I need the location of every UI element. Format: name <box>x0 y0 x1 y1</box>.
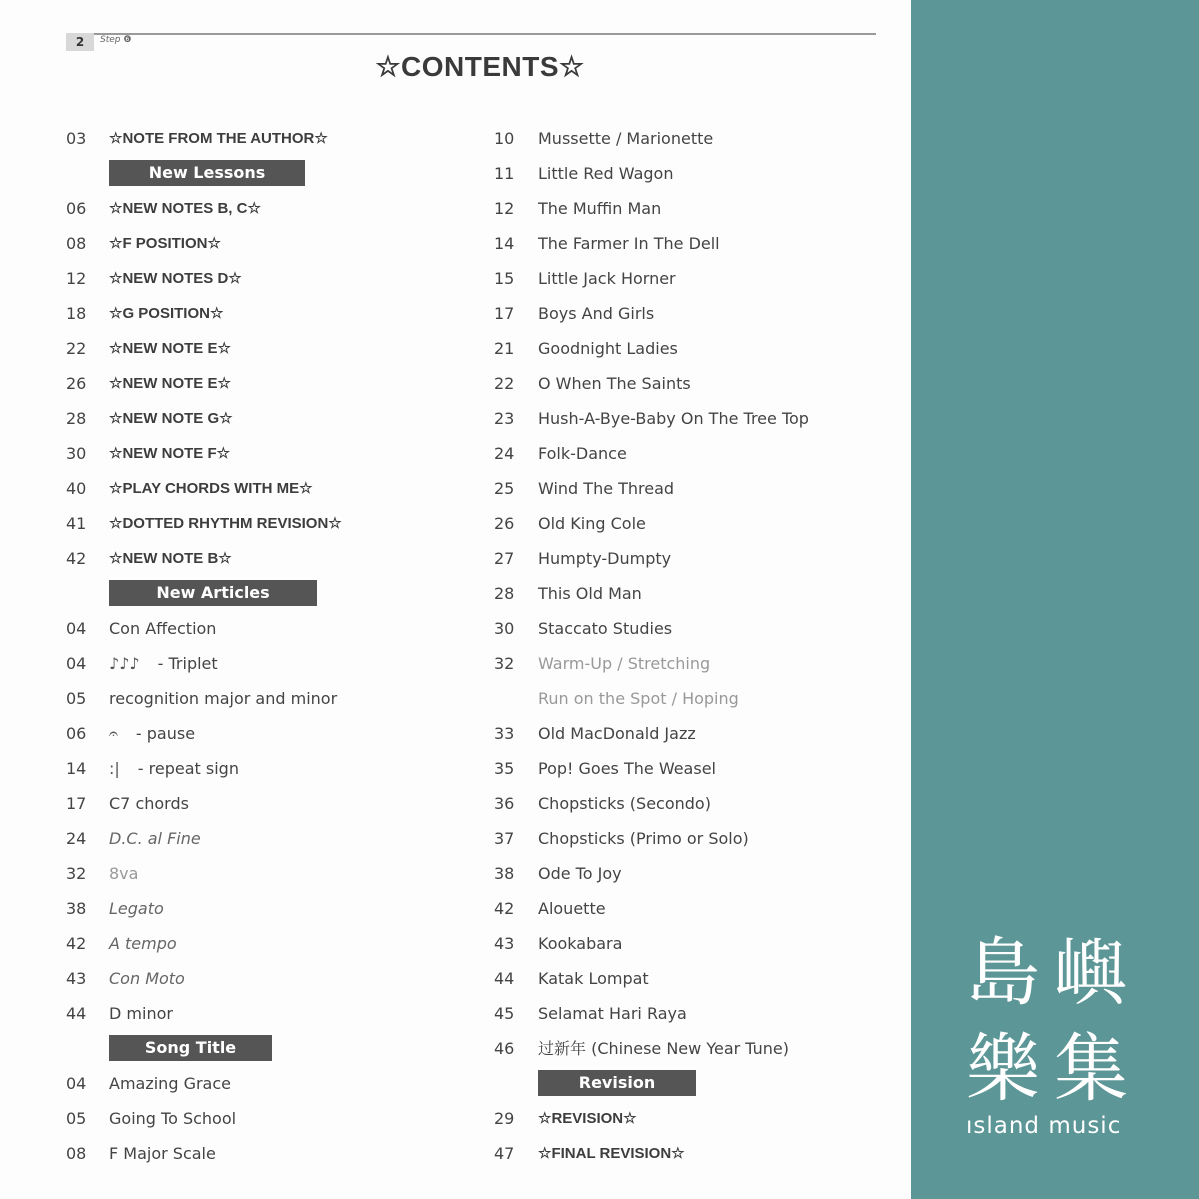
toc-entry <box>66 996 466 1031</box>
page-ref: 15 <box>494 269 515 288</box>
toc-entry <box>494 576 894 611</box>
page-ref: 38 <box>494 864 515 883</box>
page-ref: 35 <box>494 759 515 778</box>
entry-title: Old King Cole <box>538 514 646 533</box>
page-ref: 04 <box>66 654 87 673</box>
toc-entry <box>66 366 466 401</box>
entry-title: ☆DOTTED RHYTHM REVISION☆ <box>109 515 342 532</box>
entry-title: ☆NEW NOTE B☆ <box>109 550 232 567</box>
section-header-label: New Lessons <box>109 160 305 186</box>
entry-title: The Farmer In The Dell <box>538 234 720 253</box>
page-ref: 23 <box>494 409 515 428</box>
page-ref: 28 <box>66 409 87 428</box>
entry-title: Staccato Studies <box>538 619 673 638</box>
entry-title: ☆FINAL REVISION☆ <box>538 1145 685 1162</box>
page-ref: 44 <box>494 969 515 988</box>
toc-entry <box>66 261 466 296</box>
entry-title: Wind The Thread <box>538 479 675 498</box>
toc-entry <box>494 926 894 961</box>
toc-entry <box>66 856 466 891</box>
toc-entry <box>494 646 894 681</box>
toc-entry <box>66 331 466 366</box>
entry-title: Katak Lompat <box>538 969 649 988</box>
page-ref: 28 <box>494 584 515 603</box>
toc-entry <box>494 891 894 926</box>
entry-title: Con Moto <box>109 969 185 988</box>
entry-title: ☆NEW NOTES B, C☆ <box>109 200 261 217</box>
page-ref: 24 <box>494 444 515 463</box>
entry-title: Con Affection <box>109 619 217 638</box>
entry-title: Boys And Girls <box>538 304 655 323</box>
entry-title: Chopsticks (Primo or Solo) <box>538 829 749 848</box>
entry-title: Goodnight Ladies <box>538 339 678 358</box>
entry-title: O When The Saints <box>538 374 691 393</box>
toc-entry <box>494 716 894 751</box>
toc-entry <box>494 506 894 541</box>
entry-title: Little Jack Horner <box>538 269 676 288</box>
page-ref: 17 <box>494 304 515 323</box>
entry-title: recognition major and minor <box>109 689 338 708</box>
toc-entry <box>494 471 894 506</box>
entry-title: Going To School <box>109 1109 237 1128</box>
toc-entry <box>66 821 466 856</box>
toc-entry <box>66 611 466 646</box>
page-ref: 30 <box>494 619 515 638</box>
page-ref: 36 <box>494 794 515 813</box>
entry-title: Warm-Up / Stretching <box>538 654 711 673</box>
toc-entry <box>66 296 466 331</box>
page-title: ☆CONTENTS☆ <box>375 51 585 82</box>
entry-title: Hush-A-Bye-Baby On The Tree Top <box>538 409 809 428</box>
entry-title: ☆NEW NOTE E☆ <box>109 340 231 357</box>
toc-entry <box>494 191 894 226</box>
section-header-label: New Articles <box>109 580 317 606</box>
page-ref: 08 <box>66 234 87 253</box>
entry-title: This Old Man <box>538 584 642 603</box>
entry-title: - repeat sign <box>137 759 239 778</box>
page-ref: 45 <box>494 1004 515 1023</box>
page-ref: 04 <box>66 1074 87 1093</box>
page-ref: 46 <box>494 1039 515 1058</box>
island-music-logo <box>966 925 1146 1139</box>
entry-title: ☆NEW NOTE G☆ <box>109 410 233 427</box>
toc-entry <box>494 401 894 436</box>
entry-title: A tempo <box>109 934 177 953</box>
page-ref: 44 <box>66 1004 87 1023</box>
page-ref: 14 <box>66 759 87 778</box>
page-ref: 42 <box>66 934 87 953</box>
entry-title: ☆NEW NOTES D☆ <box>109 270 242 287</box>
toc-entry <box>66 891 466 926</box>
toc-entry <box>494 1101 894 1136</box>
toc-entry <box>66 716 466 751</box>
toc-entry <box>66 191 466 226</box>
entry-title: ☆PLAY CHORDS WITH ME☆ <box>109 480 313 497</box>
page-ref: 43 <box>494 934 515 953</box>
entry-title: Selamat Hari Raya <box>538 1004 687 1023</box>
page-ref: 26 <box>66 374 87 393</box>
entry-title: The Muffin Man <box>538 199 662 218</box>
toc-entry <box>494 331 894 366</box>
entry-title: ☆REVISION☆ <box>538 1110 637 1127</box>
page-ref: 05 <box>66 1109 87 1128</box>
toc-entry <box>66 541 466 576</box>
section-header-label: Revision <box>538 1070 696 1096</box>
toc-entry <box>66 436 466 471</box>
page-ref: 38 <box>66 899 87 918</box>
entry-title: 过新年 (Chinese New Year Tune) <box>538 1039 789 1058</box>
music-symbol-icon: 𝄐 <box>109 724 118 743</box>
entry-title: D.C. al Fine <box>109 829 201 848</box>
entry-title: - pause <box>135 724 196 743</box>
entry-title: C7 chords <box>109 794 189 813</box>
toc-entry <box>66 401 466 436</box>
entry-title: D minor <box>109 1004 173 1023</box>
page-ref: 22 <box>494 374 515 393</box>
page-ref: 06 <box>66 199 87 218</box>
toc-entry <box>66 786 466 821</box>
page-ref: 40 <box>66 479 87 498</box>
toc-entry <box>494 1031 894 1066</box>
page-ref: 29 <box>494 1109 515 1128</box>
page-ref: 12 <box>494 199 515 218</box>
toc-entry <box>66 506 466 541</box>
toc-entry <box>494 856 894 891</box>
entry-title: Run on the Spot / Hoping <box>538 689 739 708</box>
toc-entry <box>494 156 894 191</box>
toc-entry <box>66 121 466 156</box>
entry-title: ☆F POSITION☆ <box>109 235 221 252</box>
page-ref: 04 <box>66 619 87 638</box>
logo-cjk-line1: 島嶼 <box>966 930 1142 1016</box>
music-symbol-icon: ♪♪♪ <box>109 654 140 673</box>
page-ref: 17 <box>66 794 87 813</box>
entry-title: Mussette / Marionette <box>538 129 714 148</box>
toc-entry <box>494 1136 894 1171</box>
page-ref: 42 <box>494 899 515 918</box>
page-ref: 42 <box>66 549 87 568</box>
page-ref: 06 <box>66 724 87 743</box>
entry-title: Legato <box>109 899 164 918</box>
entry-title: ☆NEW NOTE F☆ <box>109 445 231 462</box>
toc-entry <box>494 226 894 261</box>
page-ref: 18 <box>66 304 87 323</box>
page-ref: 26 <box>494 514 515 533</box>
toc-entry <box>494 961 894 996</box>
page-ref: 10 <box>494 129 515 148</box>
page-ref: 22 <box>66 339 87 358</box>
step-label: Step ❻ <box>100 35 132 45</box>
entry-title: F Major Scale <box>109 1144 216 1163</box>
entry-title: ☆NEW NOTE E☆ <box>109 375 231 392</box>
page-ref: 03 <box>66 129 87 148</box>
toc-entry <box>66 471 466 506</box>
entry-title: 8va <box>109 864 139 883</box>
toc-entry <box>494 541 894 576</box>
section-header <box>494 1066 894 1101</box>
entry-title: ☆G POSITION☆ <box>109 305 224 322</box>
toc-entry <box>494 786 894 821</box>
page-ref: 32 <box>66 864 87 883</box>
section-header <box>66 1031 466 1066</box>
page-ref: 43 <box>66 969 87 988</box>
entry-title: Amazing Grace <box>109 1074 231 1093</box>
page-ref: 32 <box>494 654 515 673</box>
page-number: 2 <box>66 33 94 51</box>
toc-entry <box>66 226 466 261</box>
page-ref: 33 <box>494 724 515 743</box>
page-ref: 41 <box>66 514 87 533</box>
entry-title: - Triplet <box>157 654 218 673</box>
section-header <box>66 576 466 611</box>
page-ref: 11 <box>494 164 515 183</box>
section-header <box>66 156 466 191</box>
music-symbol-icon: :| <box>109 759 120 778</box>
toc-entry <box>494 366 894 401</box>
toc-entry <box>494 261 894 296</box>
entry-title: Ode To Joy <box>538 864 622 883</box>
page-ref: 24 <box>66 829 87 848</box>
toc-entry <box>66 926 466 961</box>
page-ref: 21 <box>494 339 515 358</box>
toc-entry <box>494 996 894 1031</box>
toc-entry <box>494 296 894 331</box>
section-header-label: Song Title <box>109 1035 272 1061</box>
entry-title: Little Red Wagon <box>538 164 674 183</box>
entry-title: Alouette <box>538 899 606 918</box>
top-rule <box>66 33 876 35</box>
logo-cjk-line2: 樂集 <box>966 1026 1142 1112</box>
toc-entry <box>66 1136 466 1171</box>
entry-title: Humpty-Dumpty <box>538 549 672 568</box>
logo-english: ısland music <box>966 1113 1122 1139</box>
page-ref: 08 <box>66 1144 87 1163</box>
toc-entry <box>494 436 894 471</box>
toc-entry <box>494 751 894 786</box>
toc-entry <box>494 611 894 646</box>
page-ref: 05 <box>66 689 87 708</box>
entry-title: Folk-Dance <box>538 444 627 463</box>
page-ref: 14 <box>494 234 515 253</box>
toc-entry <box>494 681 894 716</box>
page-ref: 47 <box>494 1144 515 1163</box>
page-ref: 30 <box>66 444 87 463</box>
page-ref: 27 <box>494 549 515 568</box>
toc-entry <box>66 961 466 996</box>
page-ref: 37 <box>494 829 515 848</box>
toc-entry <box>494 121 894 156</box>
toc-entry <box>66 751 466 786</box>
toc-entry <box>66 1066 466 1101</box>
toc-entry <box>66 1101 466 1136</box>
page-ref: 25 <box>494 479 515 498</box>
page-ref: 12 <box>66 269 87 288</box>
toc-entry <box>66 646 466 681</box>
toc-entry <box>66 681 466 716</box>
entry-title: Kookabara <box>538 934 623 953</box>
entry-title: Chopsticks (Secondo) <box>538 794 711 813</box>
entry-title: Old MacDonald Jazz <box>538 724 696 743</box>
toc-entry <box>494 821 894 856</box>
entry-title: Pop! Goes The Weasel <box>538 759 716 778</box>
entry-title: ☆NOTE FROM THE AUTHOR☆ <box>109 130 328 147</box>
